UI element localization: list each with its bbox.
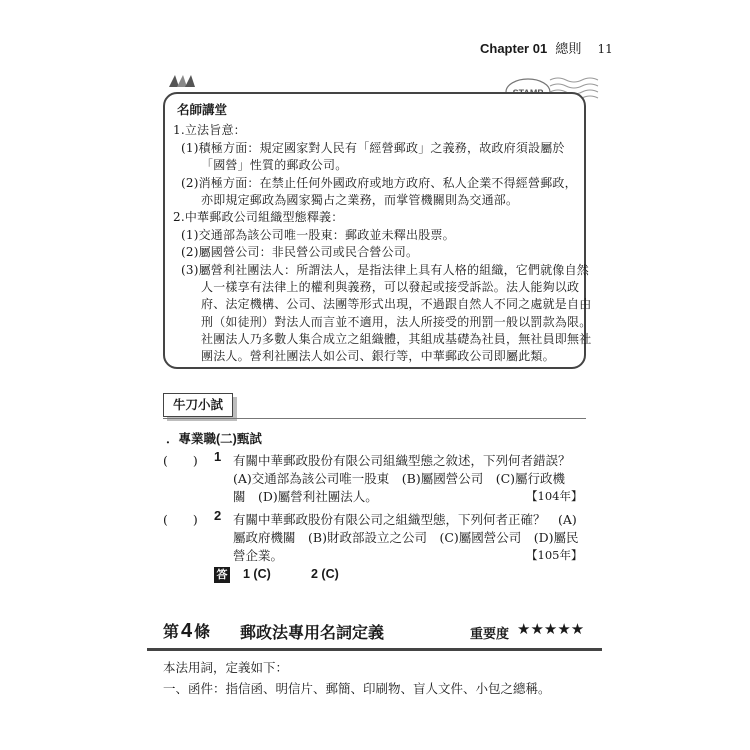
chapter-label: Chapter 01 — [480, 41, 548, 56]
article-divider — [147, 648, 602, 651]
page-number: 11 — [597, 42, 613, 56]
answer-icon: 答 — [214, 567, 230, 583]
box-line: 1.立法旨意： — [173, 123, 246, 137]
question-number: 1 — [214, 449, 222, 464]
box-line: 府、法定機構、公司、法團等形式出現，不過跟自然人不同之處就是自由 — [201, 297, 592, 311]
box-line: (2)消極方面：在禁止任何外國政府或地方政府、私人企業不得經營郵政， — [181, 176, 577, 190]
box-line: 「國營」性質的郵政公司。 — [201, 158, 348, 172]
answer-item: 2 (C) — [311, 567, 339, 581]
body-line: 本法用詞，定義如下： — [163, 660, 289, 675]
quiz-subtitle: ．專業職(二)甄試 — [166, 432, 262, 446]
body-line: 一、函件：指信函、明信片、郵簡、印刷物、盲人文件、小包之總稱。 — [163, 681, 551, 696]
teacher-box-title: 名師講堂 — [177, 103, 228, 117]
box-line: 團法人。營利社團法人如公司、銀行等，中華郵政公司即屬此類。 — [201, 349, 555, 363]
article-number — [163, 619, 210, 643]
quiz-divider — [163, 418, 586, 419]
box-line: 人一樣享有法律上的權利與義務，可以發起或接受訴訟。法人能夠以政 — [201, 280, 580, 294]
question-line: 屬政府機關 (B)財政部設立之公司 (C)屬國營公司 (D)屬民 — [233, 530, 579, 545]
box-line: (2)屬國營公司：非民營公司或民合營公司。 — [181, 245, 419, 259]
question-number: 2 — [214, 508, 222, 523]
box-line: (1)積極方面：規定國家對人民有「經營郵政」之義務，故政府須設屬於 — [181, 141, 565, 155]
box-line: 亦即規定郵政為國家獨占之業務，而掌管機關則為交通部。 — [201, 193, 519, 207]
article-prefix: 第 — [163, 624, 180, 641]
question-year: 【104年】 — [526, 489, 583, 503]
box-line: 刑（如徒刑）對法人而言並不適用，法人所接受的刑罰一般以罰款為限。 — [201, 315, 592, 329]
box-line: 社團法人乃多數人集合成立之組織體，其組成基礎為社員，無社員即無社 — [201, 332, 592, 346]
article-num: 4 — [181, 620, 193, 642]
quiz-tag: 牛刀小試 — [163, 393, 233, 417]
answer-blank: ( ) — [163, 512, 198, 527]
article-title: 郵政法專用名詞定義 — [240, 625, 385, 642]
importance-label: 重要度 — [470, 626, 510, 641]
answer-item: 1 (C) — [243, 567, 271, 581]
question-line: (A)交通部為該公司唯一股東 (B)屬國營公司 (C)屬行政機 — [233, 471, 566, 486]
box-line: 2.中華郵政公司組織型態釋義： — [173, 210, 344, 224]
question-line: 營企業。 — [233, 548, 284, 563]
question-line: 關 (D)屬營利社團法人。 — [233, 489, 378, 504]
question-line: 有關中華郵政股份有限公司組織型態之敘述，下列何者錯誤？ — [233, 453, 571, 468]
page-header — [480, 38, 613, 57]
importance-stars-icon: ★★★★★ — [517, 620, 585, 638]
box-line: (3)屬營利社團法人：所謂法人，是指法律上具有人格的組織，它們就像自然 — [181, 263, 590, 277]
flag-icon — [167, 73, 195, 89]
box-line: (1)交通部為該公司唯一股東：郵政並未釋出股票。 — [181, 228, 455, 242]
chapter-title: 總則 — [555, 42, 582, 57]
article-suffix: 條 — [194, 624, 211, 641]
answer-blank: ( ) — [163, 453, 198, 468]
question-year: 【105年】 — [526, 548, 583, 562]
question-line: 有關中華郵政股份有限公司之組織型態，下列何者正確？ (A) — [233, 512, 577, 527]
